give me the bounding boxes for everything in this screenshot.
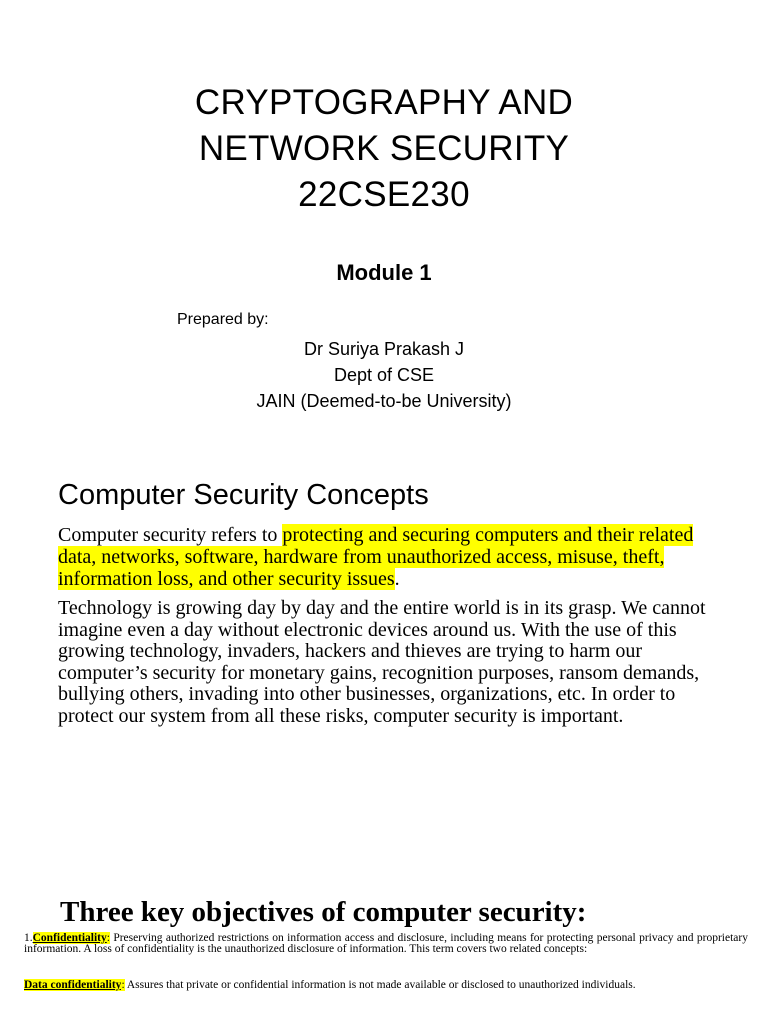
module-label: Module 1 <box>336 260 432 285</box>
term-confidentiality: Confidentiality <box>32 932 107 944</box>
objective-confidentiality <box>24 933 748 955</box>
objective-number: 1. <box>24 932 33 944</box>
data-confidentiality-description: Assures that private or confidential information is not made available or disclosed to unauthorized individuals. <box>124 979 636 991</box>
importance-paragraph: Technology is growing day by day and the entire world is in its grasp. We cannot imagine even a day without electronic devices around us. With the use of this growing technology, invaders, hackers and thieves are trying to harm our computer’s security for monetary gains, recognition purposes, ransom demands, bullying others, invading into other businesses, organizations, etc. In order to protect our system from all these risks, computer security is important. <box>58 597 706 727</box>
objective-data-confidentiality <box>24 980 748 991</box>
section-heading-concepts: Computer Security Concepts <box>58 479 429 511</box>
definition-end: . <box>394 568 400 590</box>
definition-lead: Computer security refers to <box>58 524 283 546</box>
term-colon: : <box>121 979 125 991</box>
term-colon: : <box>106 932 110 944</box>
title-line-1: CRYPTOGRAPHY AND <box>194 83 574 122</box>
prepared-by-label: Prepared by: <box>177 311 269 328</box>
confidentiality-description: Preserving authorized restrictions on information access and disclosure, including means for protecting personal privacy and proprietary information. A loss of confidentiality is the unauthorized disclosure of information. This term covers two related concepts: <box>24 932 748 955</box>
highlighted-definition: protecting and securing computers and their related data, networks, software, hardware from unauthorized access, misuse, theft, information loss, and other security issues <box>58 524 694 590</box>
document-title <box>0 80 768 218</box>
author-dept: Dept of CSE <box>333 365 435 385</box>
author-name: Dr Suriya Prakash J <box>303 339 465 359</box>
term-data-confidentiality: Data confidentiality <box>24 979 122 991</box>
course-code: 22CSE230 <box>298 175 470 214</box>
section-heading-objectives: Three key objectives of computer security: <box>60 896 587 928</box>
author-block <box>0 336 768 414</box>
title-line-2: NETWORK SECURITY <box>198 129 570 168</box>
author-university: JAIN (Deemed-to-be University) <box>256 391 512 411</box>
definition-paragraph <box>58 524 718 590</box>
